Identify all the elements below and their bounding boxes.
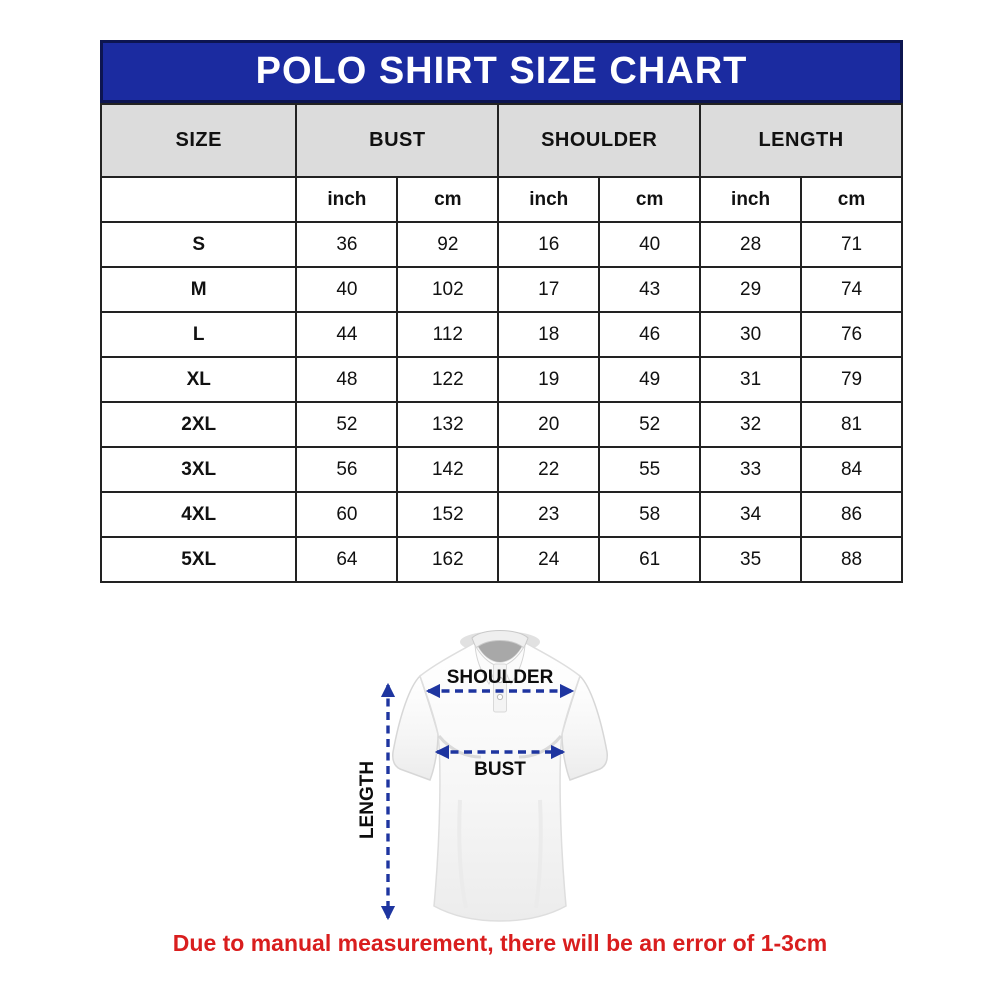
cell-value: 81 <box>801 402 902 447</box>
cell-value: 86 <box>801 492 902 537</box>
table-row-2xl <box>101 402 902 447</box>
cell-value: 44 <box>296 312 397 357</box>
size-label: M <box>101 267 296 312</box>
col-header-bust: BUST <box>296 104 498 177</box>
disclaimer-text: Due to manual measurement, there will be an error of 1-3cm <box>172 930 828 956</box>
cell-value: 55 <box>599 447 700 492</box>
table-row-5xl <box>101 537 902 582</box>
polo-shirt-diagram <box>340 630 680 930</box>
cell-value: 142 <box>397 447 498 492</box>
chart-title-bar <box>100 40 903 103</box>
cell-value: 20 <box>498 402 599 447</box>
unit-header-empty <box>101 177 296 222</box>
cell-value: 33 <box>700 447 801 492</box>
cell-value: 49 <box>599 357 700 402</box>
cell-value: 40 <box>296 267 397 312</box>
cell-value: 22 <box>498 447 599 492</box>
unit-header-bust-inch: inch <box>296 177 397 222</box>
cell-value: 88 <box>801 537 902 582</box>
cell-value: 56 <box>296 447 397 492</box>
cell-value: 132 <box>397 402 498 447</box>
unit-header-bust-cm: cm <box>397 177 498 222</box>
cell-value: 74 <box>801 267 902 312</box>
col-header-length: LENGTH <box>700 104 902 177</box>
category-header-row <box>101 104 902 177</box>
cell-value: 64 <box>296 537 397 582</box>
cell-value: 16 <box>498 222 599 267</box>
table-row-m <box>101 267 902 312</box>
size-label: S <box>101 222 296 267</box>
size-table <box>100 103 903 583</box>
cell-value: 46 <box>599 312 700 357</box>
cell-value: 29 <box>700 267 801 312</box>
cell-value: 28 <box>700 222 801 267</box>
cell-value: 36 <box>296 222 397 267</box>
shoulder-label: SHOULDER <box>446 667 554 688</box>
col-header-shoulder: SHOULDER <box>498 104 700 177</box>
table-row-l <box>101 312 902 357</box>
unit-header-length-cm: cm <box>801 177 902 222</box>
cell-value: 24 <box>498 537 599 582</box>
button <box>497 694 502 699</box>
cell-value: 23 <box>498 492 599 537</box>
unit-header-shoulder-inch: inch <box>498 177 599 222</box>
size-label: 5XL <box>101 537 296 582</box>
table-row-s <box>101 222 902 267</box>
cell-value: 112 <box>397 312 498 357</box>
length-measure <box>357 685 388 918</box>
cell-value: 52 <box>599 402 700 447</box>
chart-title: POLO SHIRT SIZE CHART <box>255 50 748 92</box>
cell-value: 152 <box>397 492 498 537</box>
unit-header-length-inch: inch <box>700 177 801 222</box>
table-row-xl <box>101 357 902 402</box>
table-row-3xl <box>101 447 902 492</box>
bust-label: BUST <box>474 759 526 780</box>
size-label: XL <box>101 357 296 402</box>
length-label: LENGTH <box>357 760 378 840</box>
cell-value: 102 <box>397 267 498 312</box>
cell-value: 19 <box>498 357 599 402</box>
cell-value: 35 <box>700 537 801 582</box>
cell-value: 34 <box>700 492 801 537</box>
cell-value: 61 <box>599 537 700 582</box>
size-label: 3XL <box>101 447 296 492</box>
size-label: L <box>101 312 296 357</box>
cell-value: 84 <box>801 447 902 492</box>
cell-value: 60 <box>296 492 397 537</box>
cell-value: 17 <box>498 267 599 312</box>
unit-header-row <box>101 177 902 222</box>
col-header-size: SIZE <box>101 104 296 177</box>
cell-value: 58 <box>599 492 700 537</box>
table-row-4xl <box>101 492 902 537</box>
unit-header-shoulder-cm: cm <box>599 177 700 222</box>
cell-value: 48 <box>296 357 397 402</box>
cell-value: 18 <box>498 312 599 357</box>
size-label: 4XL <box>101 492 296 537</box>
cell-value: 122 <box>397 357 498 402</box>
cell-value: 92 <box>397 222 498 267</box>
cell-value: 40 <box>599 222 700 267</box>
cell-value: 162 <box>397 537 498 582</box>
cell-value: 76 <box>801 312 902 357</box>
cell-value: 71 <box>801 222 902 267</box>
shoulder-measure <box>428 667 572 691</box>
cell-value: 79 <box>801 357 902 402</box>
cell-value: 43 <box>599 267 700 312</box>
cell-value: 32 <box>700 402 801 447</box>
size-label: 2XL <box>101 402 296 447</box>
cell-value: 52 <box>296 402 397 447</box>
cell-value: 30 <box>700 312 801 357</box>
size-chart <box>100 40 903 583</box>
cell-value: 31 <box>700 357 801 402</box>
